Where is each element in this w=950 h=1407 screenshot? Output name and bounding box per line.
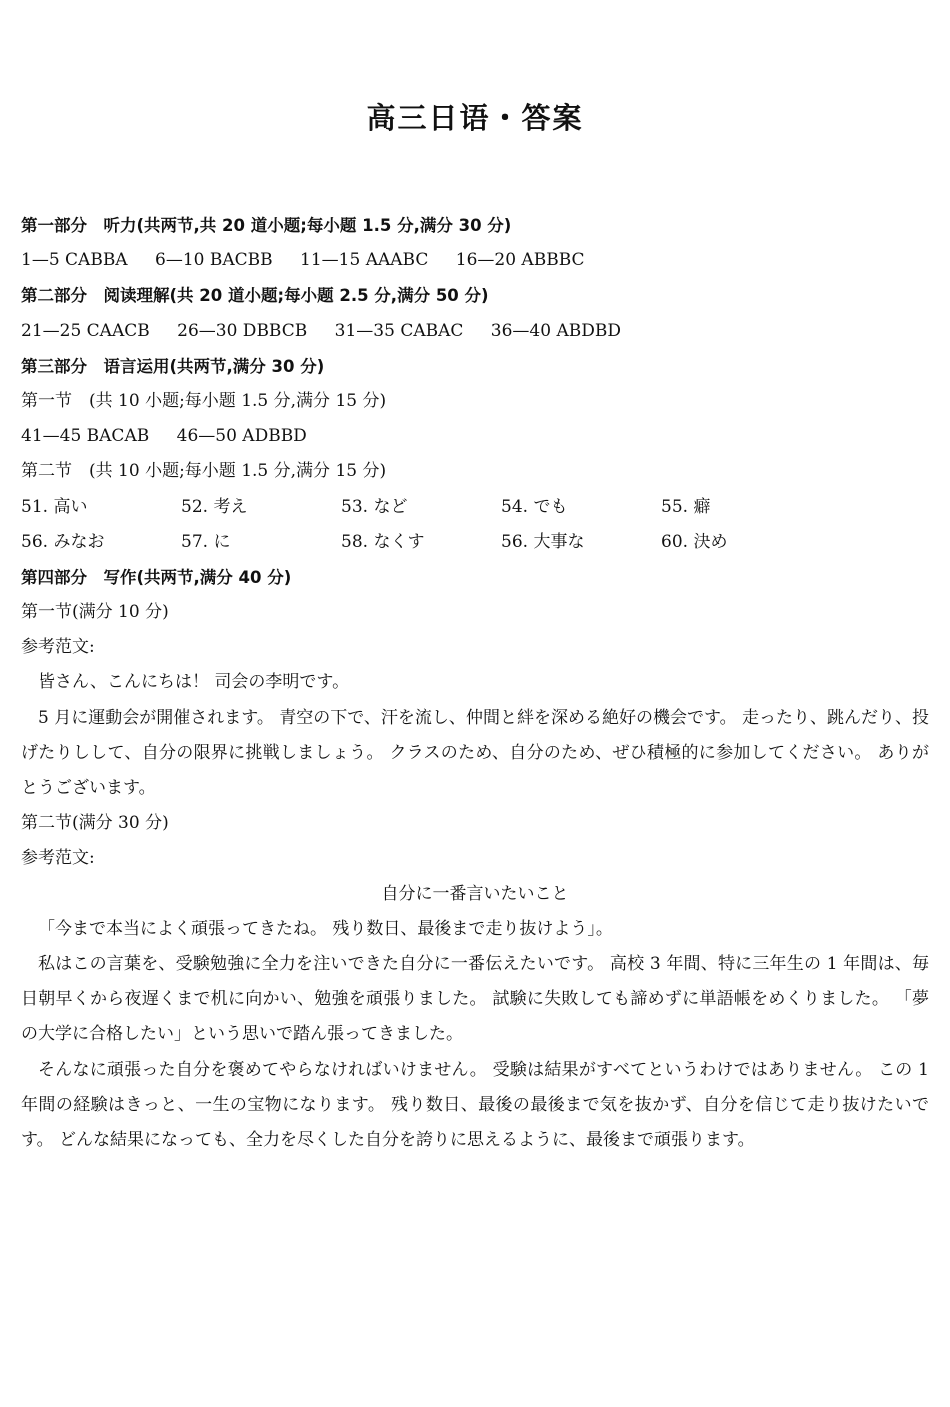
part3-heading: 第三部分 语言运用(共两节,满分 30 分) <box>21 356 325 376</box>
answer-group: 41—45 BACAB <box>21 426 150 447</box>
reference-label: 参考范文: <box>21 848 95 869</box>
part3-section1-heading: 第一节 (共 10 小题;每小题 1.5 分,满分 15 分) <box>21 390 387 411</box>
essay1-paragraph: 皆さん、こんにちは！ 司会の李明です。 <box>38 672 350 693</box>
part4-section1-heading: 第一节(满分 10 分) <box>21 602 169 623</box>
part2-heading: 第二部分 阅读理解(共 20 道小题;每小题 2.5 分,满分 50 分) <box>21 286 489 306</box>
answer-group: 36—40 ABDBD <box>490 320 621 341</box>
answer-group: 6—10 BACBB <box>155 250 273 271</box>
essay2-paragraph: 私はこの言葉を、受験勉強に全力を注いできた自分に一番伝えたいです。 高校 3 年間、特に三年生の 1 年間は、毎日朝早くから夜遅くまで机に向かい、勉強を頑張りました。 試験に失敗しても諦めずに単語帳をめくりました。 「夢の大学に合格したい」という思いで踏ん張ってきました。 <box>21 954 929 1045</box>
fill-answer: 57. に <box>181 531 231 552</box>
part4-heading: 第四部分 写作(共两节,满分 40 分) <box>21 567 292 587</box>
page-title: 高三日语・答案 <box>366 101 584 135</box>
answer-group: 31—35 CABAC <box>334 320 464 341</box>
answer-group: 1—5 CABBA <box>21 250 128 271</box>
answer-group: 46—50 ADBBD <box>176 426 307 447</box>
part3-section1-answers <box>21 419 929 454</box>
essay2-title: 自分に一番言いたいこと <box>381 883 569 904</box>
answer-group: 26—30 DBBCB <box>177 320 308 341</box>
essay2-paragraph: 「今まで本当によく頑張ってきたね。 残り数日、最後まで走り抜けよう」。 <box>38 918 613 939</box>
part1-answers <box>21 243 929 278</box>
fill-answer: 54. でも <box>501 496 568 517</box>
reference-label: 参考范文: <box>21 637 95 658</box>
part3-section2-row1 <box>21 490 929 525</box>
answer-group: 16—20 ABBBC <box>455 250 585 271</box>
fill-answer: 51. 高い <box>21 496 88 517</box>
fill-answer: 55. 癖 <box>661 496 711 517</box>
part4-section2-heading: 第二节(满分 30 分) <box>21 813 169 834</box>
part2-answers <box>21 314 929 349</box>
essay1-paragraph: 5 月に運動会が開催されます。 青空の下で、汗を流し、仲間と絆を深める絶好の機会です。 走ったり、跳んだり、投げたりしして、自分の限界に挑戦しましょう。 クラスのため、自分のため、ぜひ積極的に参加してください。 ありがとうございます。 <box>21 707 929 799</box>
fill-answer: 56. 大事な <box>501 531 585 552</box>
document-body <box>21 208 929 1158</box>
part3-section2-row2 <box>21 525 929 560</box>
fill-answer: 53. など <box>341 496 408 517</box>
fill-answer: 60. 決め <box>661 531 728 552</box>
fill-answer: 58. なくす <box>341 531 425 552</box>
answer-group: 11—15 AAABC <box>300 250 429 271</box>
fill-answer: 56. みなお <box>21 531 105 552</box>
part3-section2-heading: 第二节 (共 10 小题;每小题 1.5 分,满分 15 分) <box>21 461 387 482</box>
part1-heading: 第一部分 听力(共两节,共 20 道小题;每小题 1.5 分,满分 30 分) <box>21 216 512 235</box>
essay2-paragraph: そんなに頑張った自分を褒めてやらなければいけません。 受験は結果がすべてというわけではありません。 この 1 年間の経験はきっと、一生の宝物になります。 残り数日、最後の最後まで気を抜かず、自分を信じて走り抜けたいです。 どんな結果になっても、全力を尽くした自分を誇りに思えるように、最後まで頑張ります。 <box>21 1059 929 1151</box>
answer-group: 21—25 CAACB <box>21 320 150 341</box>
fill-answer: 52. 考え <box>181 496 248 517</box>
